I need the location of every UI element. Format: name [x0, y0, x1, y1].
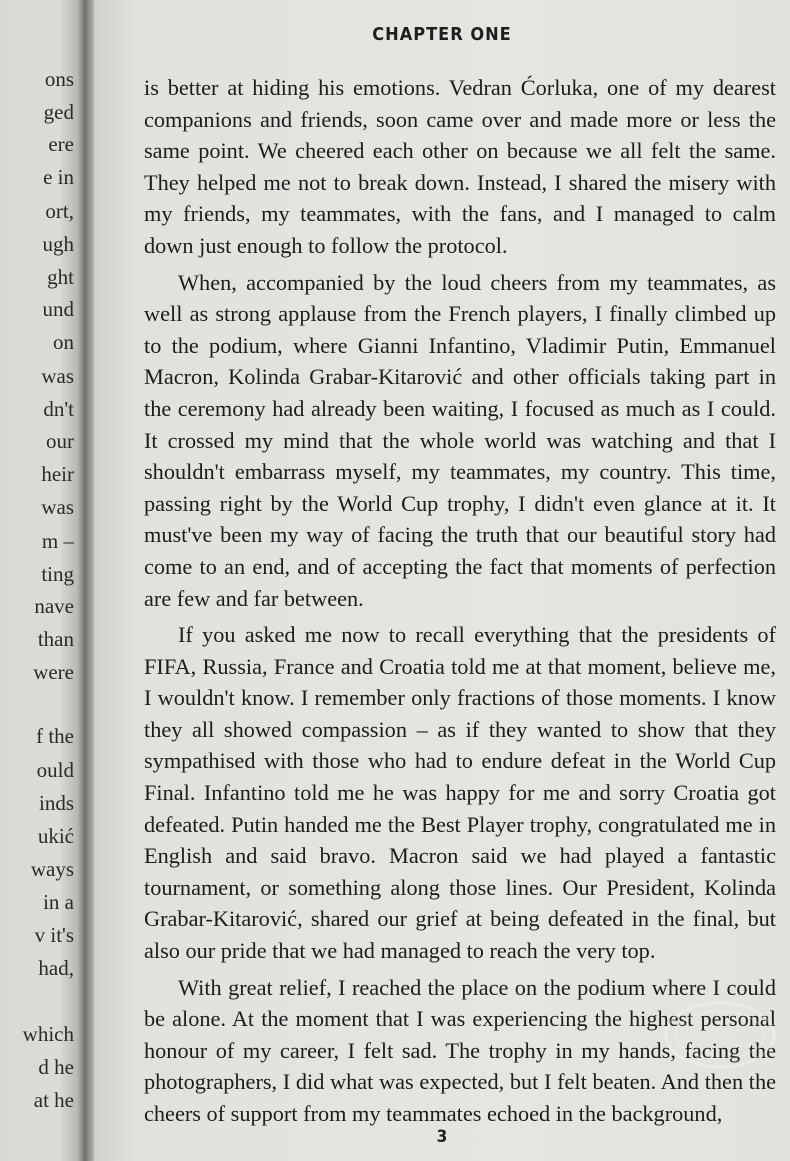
- left-page-line: in a: [43, 890, 74, 914]
- left-page-line: were: [33, 660, 74, 684]
- left-page-line: dn't: [43, 397, 74, 421]
- left-page-line: ukić: [37, 824, 74, 848]
- left-page-line: e in: [43, 165, 74, 189]
- left-page-line: nave: [34, 594, 74, 618]
- body-text: [144, 72, 776, 1130]
- left-page-line: m –: [41, 529, 74, 553]
- left-page-line: than: [37, 627, 74, 651]
- left-page-line: ways: [30, 857, 74, 881]
- right-page: [94, 0, 790, 1161]
- left-page-line: ged: [43, 100, 74, 124]
- paragraph: When, accompanied by the loud cheers from my teammates, as well as strong applause from the French players, I finally climbed up to the podium, where Gianni Infantino, Vladimir Putin, Emmanuel Macron, Kolinda Grabar-Kitarović and other officials taking part in the ceremony had already been waiting, I focused as much as I could. It crossed my mind that the whole world was watching and that I shouldn't embarrass myself, my teammates, my country. This time, passing right by the World Cup trophy, I didn't even glance at it. It must've been my way of facing the truth that our beautiful story had come to an end, and of accepting the fact that moments of perfection are few and far between.: [144, 269, 776, 611]
- left-page-line: on: [53, 330, 74, 354]
- page-number: 3: [436, 1127, 448, 1147]
- watermark-seal-icon: [660, 995, 780, 1075]
- left-page-line: inds: [38, 791, 74, 815]
- left-page-line: d he: [38, 1055, 74, 1079]
- left-page-line: which: [22, 1022, 74, 1046]
- left-page-line: ould: [36, 758, 74, 782]
- left-page-line: was: [41, 495, 74, 519]
- left-page-line: und: [42, 297, 74, 321]
- left-page-line: ugh: [42, 232, 74, 256]
- left-page-line: at he: [33, 1088, 74, 1112]
- left-page-line: f the: [36, 724, 74, 748]
- left-page-line: our: [46, 429, 74, 453]
- left-page-line: ort,: [45, 199, 74, 223]
- left-page-line: v it's: [34, 923, 74, 947]
- left-page-line: ons: [44, 67, 74, 91]
- left-page-line: ere: [48, 132, 74, 156]
- left-page-line: was: [41, 364, 74, 388]
- left-page-line: ting: [41, 562, 74, 586]
- paragraph: is better at hiding his emotions. Vedran Ćorluka, one of my dearest companions and friends, soon came over and made more or less the same point. We cheered each other on because we all felt the same. They helped me not to break down. Instead, I shared the misery with my friends, my teammates, with the fans, and I managed to calm down just enough to follow the protocol.: [144, 75, 776, 258]
- paragraph: With great relief, I reached the place on the podium where I could be alone. At the moment that I was experiencing the highest personal honour of my career, I felt sad. The trophy in my hands, facing the photographers, I did what was expected, but I felt beaten. And then the cheers of support from my teammates echoed in the background,: [144, 974, 776, 1126]
- chapter-header: CHAPTER ONE: [372, 24, 512, 45]
- left-page: [0, 0, 84, 1161]
- paragraph: If you asked me now to recall everything that the presidents of FIFA, Russia, France and Croatia told me at that moment, believe me, I wouldn't know. I remember only fractions of those moments. I know they all showed compassion – as if they wanted to show that they sympathised with those who had to endure defeat in the World Cup Final. Infantino told me he was happy for me and sorry Croatia got defeated. Putin handed me the Best Player trophy, congratulated me in English and said bravo. Macron said we had played a fantastic tournament, or something along those lines. Our President, Kolinda Grabar-Kitarović, shared our grief at being defeated in the final, but also our pride that we had managed to reach the very top.: [144, 622, 776, 964]
- left-page-line: heir: [41, 462, 74, 486]
- left-page-line: had,: [38, 956, 74, 980]
- left-page-line: ght: [47, 265, 74, 289]
- book-gutter: [84, 0, 94, 1161]
